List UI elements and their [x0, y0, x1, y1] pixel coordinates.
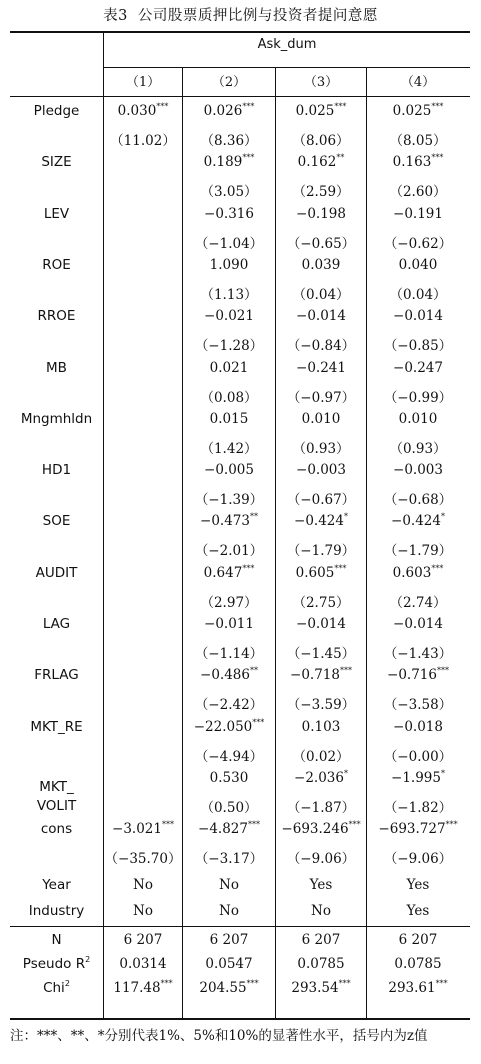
coefficient-cell: −3.021*** [112, 820, 174, 838]
variable-label: HD1 [41, 462, 72, 479]
coefficient-cell: −0.021 [204, 308, 254, 325]
z-stat-cell: （−9.06） [286, 851, 356, 868]
coefficient-cell: 0.030*** [117, 102, 169, 119]
coefficient-cell: −22.050*** [193, 717, 265, 735]
stat-cell: 293.54*** [291, 978, 351, 996]
z-stat-cell: （−1.45） [286, 646, 356, 662]
variable-label: Mngmhldn [20, 410, 93, 427]
coefficient-cell: 0.040 [398, 256, 438, 273]
variable-label: MB [46, 359, 67, 376]
stat-cell: 0.0785 [297, 955, 345, 972]
column-rule [10, 96, 470, 97]
z-stat-cell: （−1.79） [383, 543, 453, 560]
control-cell: No [133, 902, 153, 919]
stat-label: N [51, 931, 62, 948]
coefficient-cell: −0.003 [296, 462, 346, 479]
table-note: 注：***、**、*分别代表1%、5%和10%的显著性水平，括号内为z值 [10, 1028, 428, 1044]
coefficient-cell: −0.014 [296, 616, 346, 632]
z-stat-cell: （−9.06） [383, 851, 453, 868]
coefficient-cell: 0.530 [209, 769, 249, 786]
stat-cell: 6 207 [209, 931, 249, 948]
control-cell: No [219, 902, 239, 919]
stat-cell: 6 207 [301, 931, 341, 948]
coefficient-cell: 0.647*** [203, 563, 255, 581]
stat-cell: 6 207 [398, 931, 438, 948]
coefficient-cell: −0.716*** [387, 666, 449, 684]
variable-label: RROE [37, 308, 76, 325]
z-stat-cell: （−1.87） [286, 799, 356, 816]
coefficient-cell: −0.241 [296, 359, 346, 376]
coefficient-cell: 0.163*** [392, 153, 444, 171]
variable-label: ROE [42, 256, 71, 273]
coefficient-cell: 0.010 [398, 410, 438, 427]
z-stat-cell: （−3.58） [383, 697, 453, 714]
z-stat-cell: （−0.99） [383, 389, 453, 406]
stat-cell: 117.48*** [113, 978, 173, 996]
coefficient-cell: −0.005 [204, 462, 254, 479]
coefficient-cell: −0.003 [393, 462, 443, 479]
coefficient-cell: −2.036* [294, 768, 348, 786]
z-stat-cell: （−3.59） [286, 697, 356, 714]
coefficient-cell: −0.316 [204, 205, 254, 222]
variable-label: SIZE [41, 154, 72, 171]
variable-label: MKT_ [39, 778, 74, 795]
z-stat-cell: （−1.28） [194, 338, 264, 355]
stats-rule [10, 926, 470, 927]
z-stat-cell: （−1.39） [194, 492, 264, 509]
coefficient-cell: −0.486** [200, 666, 258, 684]
control-cell: Yes [406, 876, 430, 893]
z-stat-cell: （−0.68） [383, 492, 453, 509]
stat-cell: 293.61*** [388, 978, 448, 996]
z-stat-cell: （−0.00） [383, 748, 453, 765]
z-stat-cell: （0.04） [292, 286, 350, 303]
control-cell: Yes [309, 876, 333, 893]
coefficient-cell: −1.995* [391, 768, 445, 786]
z-stat-cell: （−1.82） [383, 799, 453, 816]
table-caption [0, 4, 481, 25]
z-stat-cell: （−1.04） [194, 235, 264, 252]
control-cell: No [311, 902, 331, 919]
z-stat-cell: （−1.43） [383, 646, 453, 662]
coefficient-cell: −0.014 [296, 308, 346, 325]
z-stat-cell: （−0.67） [286, 492, 356, 509]
stat-cell: 6 207 [123, 931, 163, 948]
control-cell: No [133, 876, 153, 893]
coefficient-cell: −0.473** [200, 512, 258, 530]
z-stat-cell: （0.50） [200, 799, 258, 816]
z-stat-cell: （−0.65） [286, 235, 356, 252]
coefficient-cell: 0.025*** [392, 102, 444, 119]
z-stat-cell: （−0.84） [286, 338, 356, 355]
variable-label: FRLAG [34, 667, 79, 684]
z-stat-cell: （−1.79） [286, 543, 356, 560]
stat-label: Pseudo $R^2$ [22, 954, 91, 972]
z-stat-cell: （−0.97） [286, 389, 356, 406]
coefficient-cell: −0.718*** [290, 666, 352, 684]
coefficient-cell: −0.191 [393, 205, 443, 222]
coefficient-cell: −693.727*** [378, 820, 458, 838]
table-title: 公司股票质押比例与投资者提问意愿 [137, 8, 378, 24]
z-stat-cell: （3.05） [200, 184, 258, 201]
dependent-variable-header: Ask_dum [257, 37, 317, 52]
z-stat-cell: （2.97） [200, 594, 258, 611]
z-stat-cell: （−35.70） [104, 851, 182, 868]
stat-cell: 0.0314 [119, 955, 167, 972]
z-stat-cell: （−0.85） [383, 338, 453, 355]
z-stat-cell: （1.13） [200, 286, 258, 303]
coefficient-cell: 0.162** [297, 153, 345, 171]
coefficient-cell: −4.827*** [198, 820, 260, 838]
z-stat-cell: （8.36） [200, 133, 258, 149]
z-stat-cell: （2.60） [389, 184, 447, 201]
coefficient-cell: 0.015 [209, 410, 249, 427]
z-stat-cell: （8.05） [389, 133, 447, 149]
variable-label: AUDIT [35, 564, 78, 581]
coefficient-cell: 0.026*** [203, 102, 255, 119]
coefficient-cell: 0.039 [301, 256, 341, 273]
z-stat-cell: （2.74） [389, 594, 447, 611]
coefficient-cell: 0.189*** [203, 153, 255, 171]
z-stat-cell: （−4.94） [194, 748, 264, 765]
variable-label: VOLIT [36, 797, 77, 814]
control-cell: No [219, 876, 239, 893]
column-number: （2） [211, 75, 247, 90]
coefficient-cell: 0.010 [301, 410, 341, 427]
z-stat-cell: （−2.42） [194, 697, 264, 714]
stat-cell: 0.0547 [205, 955, 253, 972]
stat-cell: 204.55*** [199, 978, 259, 996]
header-rule [104, 67, 470, 68]
variable-label: SOE [42, 513, 71, 530]
z-stat-cell: （11.02） [110, 133, 176, 149]
z-stat-cell: （0.93） [292, 440, 350, 457]
stat-label: Chi$^2$ [43, 978, 70, 996]
coefficient-cell: −0.424* [294, 512, 348, 530]
coefficient-cell: −0.018 [393, 718, 443, 735]
z-stat-cell: （0.93） [389, 440, 447, 457]
control-cell: Yes [406, 902, 430, 919]
table-number: 表3 [103, 8, 128, 24]
z-stat-cell: （0.04） [389, 286, 447, 303]
coefficient-cell: −0.247 [393, 359, 443, 376]
z-stat-cell: （0.02） [292, 748, 350, 765]
z-stat-cell: （−2.01） [194, 543, 264, 560]
variable-label: LEV [43, 205, 70, 222]
stat-cell: 0.0785 [394, 955, 442, 972]
coefficient-cell: 0.025*** [295, 102, 347, 119]
coefficient-cell: −0.011 [204, 616, 254, 632]
coefficient-cell: 0.103 [301, 718, 341, 735]
column-number: （3） [303, 75, 339, 90]
variable-label: Pledge [33, 103, 80, 119]
z-stat-cell: （1.42） [200, 440, 258, 457]
coefficient-cell: −0.014 [393, 308, 443, 325]
coefficient-cell: −693.246*** [281, 820, 361, 838]
coefficient-cell: 0.021 [209, 359, 249, 376]
control-label: Year [42, 876, 71, 893]
coefficient-cell: −0.198 [296, 205, 346, 222]
variable-label: MKT_RE [30, 718, 83, 735]
bottom-rule [10, 1018, 470, 1020]
column-number: （4） [400, 75, 436, 90]
z-stat-cell: （2.59） [292, 184, 350, 201]
coefficient-cell: 0.603*** [392, 563, 444, 581]
z-stat-cell: （−3.17） [194, 851, 264, 868]
z-stat-cell: （8.06） [292, 133, 350, 149]
top-rule [10, 31, 470, 33]
z-stat-cell: （0.08） [200, 389, 258, 406]
variable-label: LAG [42, 616, 71, 632]
coefficient-cell: 1.090 [209, 256, 249, 273]
column-number: （1） [125, 75, 161, 90]
coefficient-cell: 0.605*** [295, 563, 347, 581]
coefficient-cell: −0.014 [393, 616, 443, 632]
z-stat-cell: （−1.14） [194, 646, 264, 662]
z-stat-cell: （−0.62） [383, 235, 453, 252]
control-label: Industry [28, 902, 85, 919]
variable-label: cons [40, 821, 73, 838]
z-stat-cell: （2.75） [292, 594, 350, 611]
coefficient-cell: −0.424* [391, 512, 445, 530]
column-divider [103, 33, 104, 1018]
